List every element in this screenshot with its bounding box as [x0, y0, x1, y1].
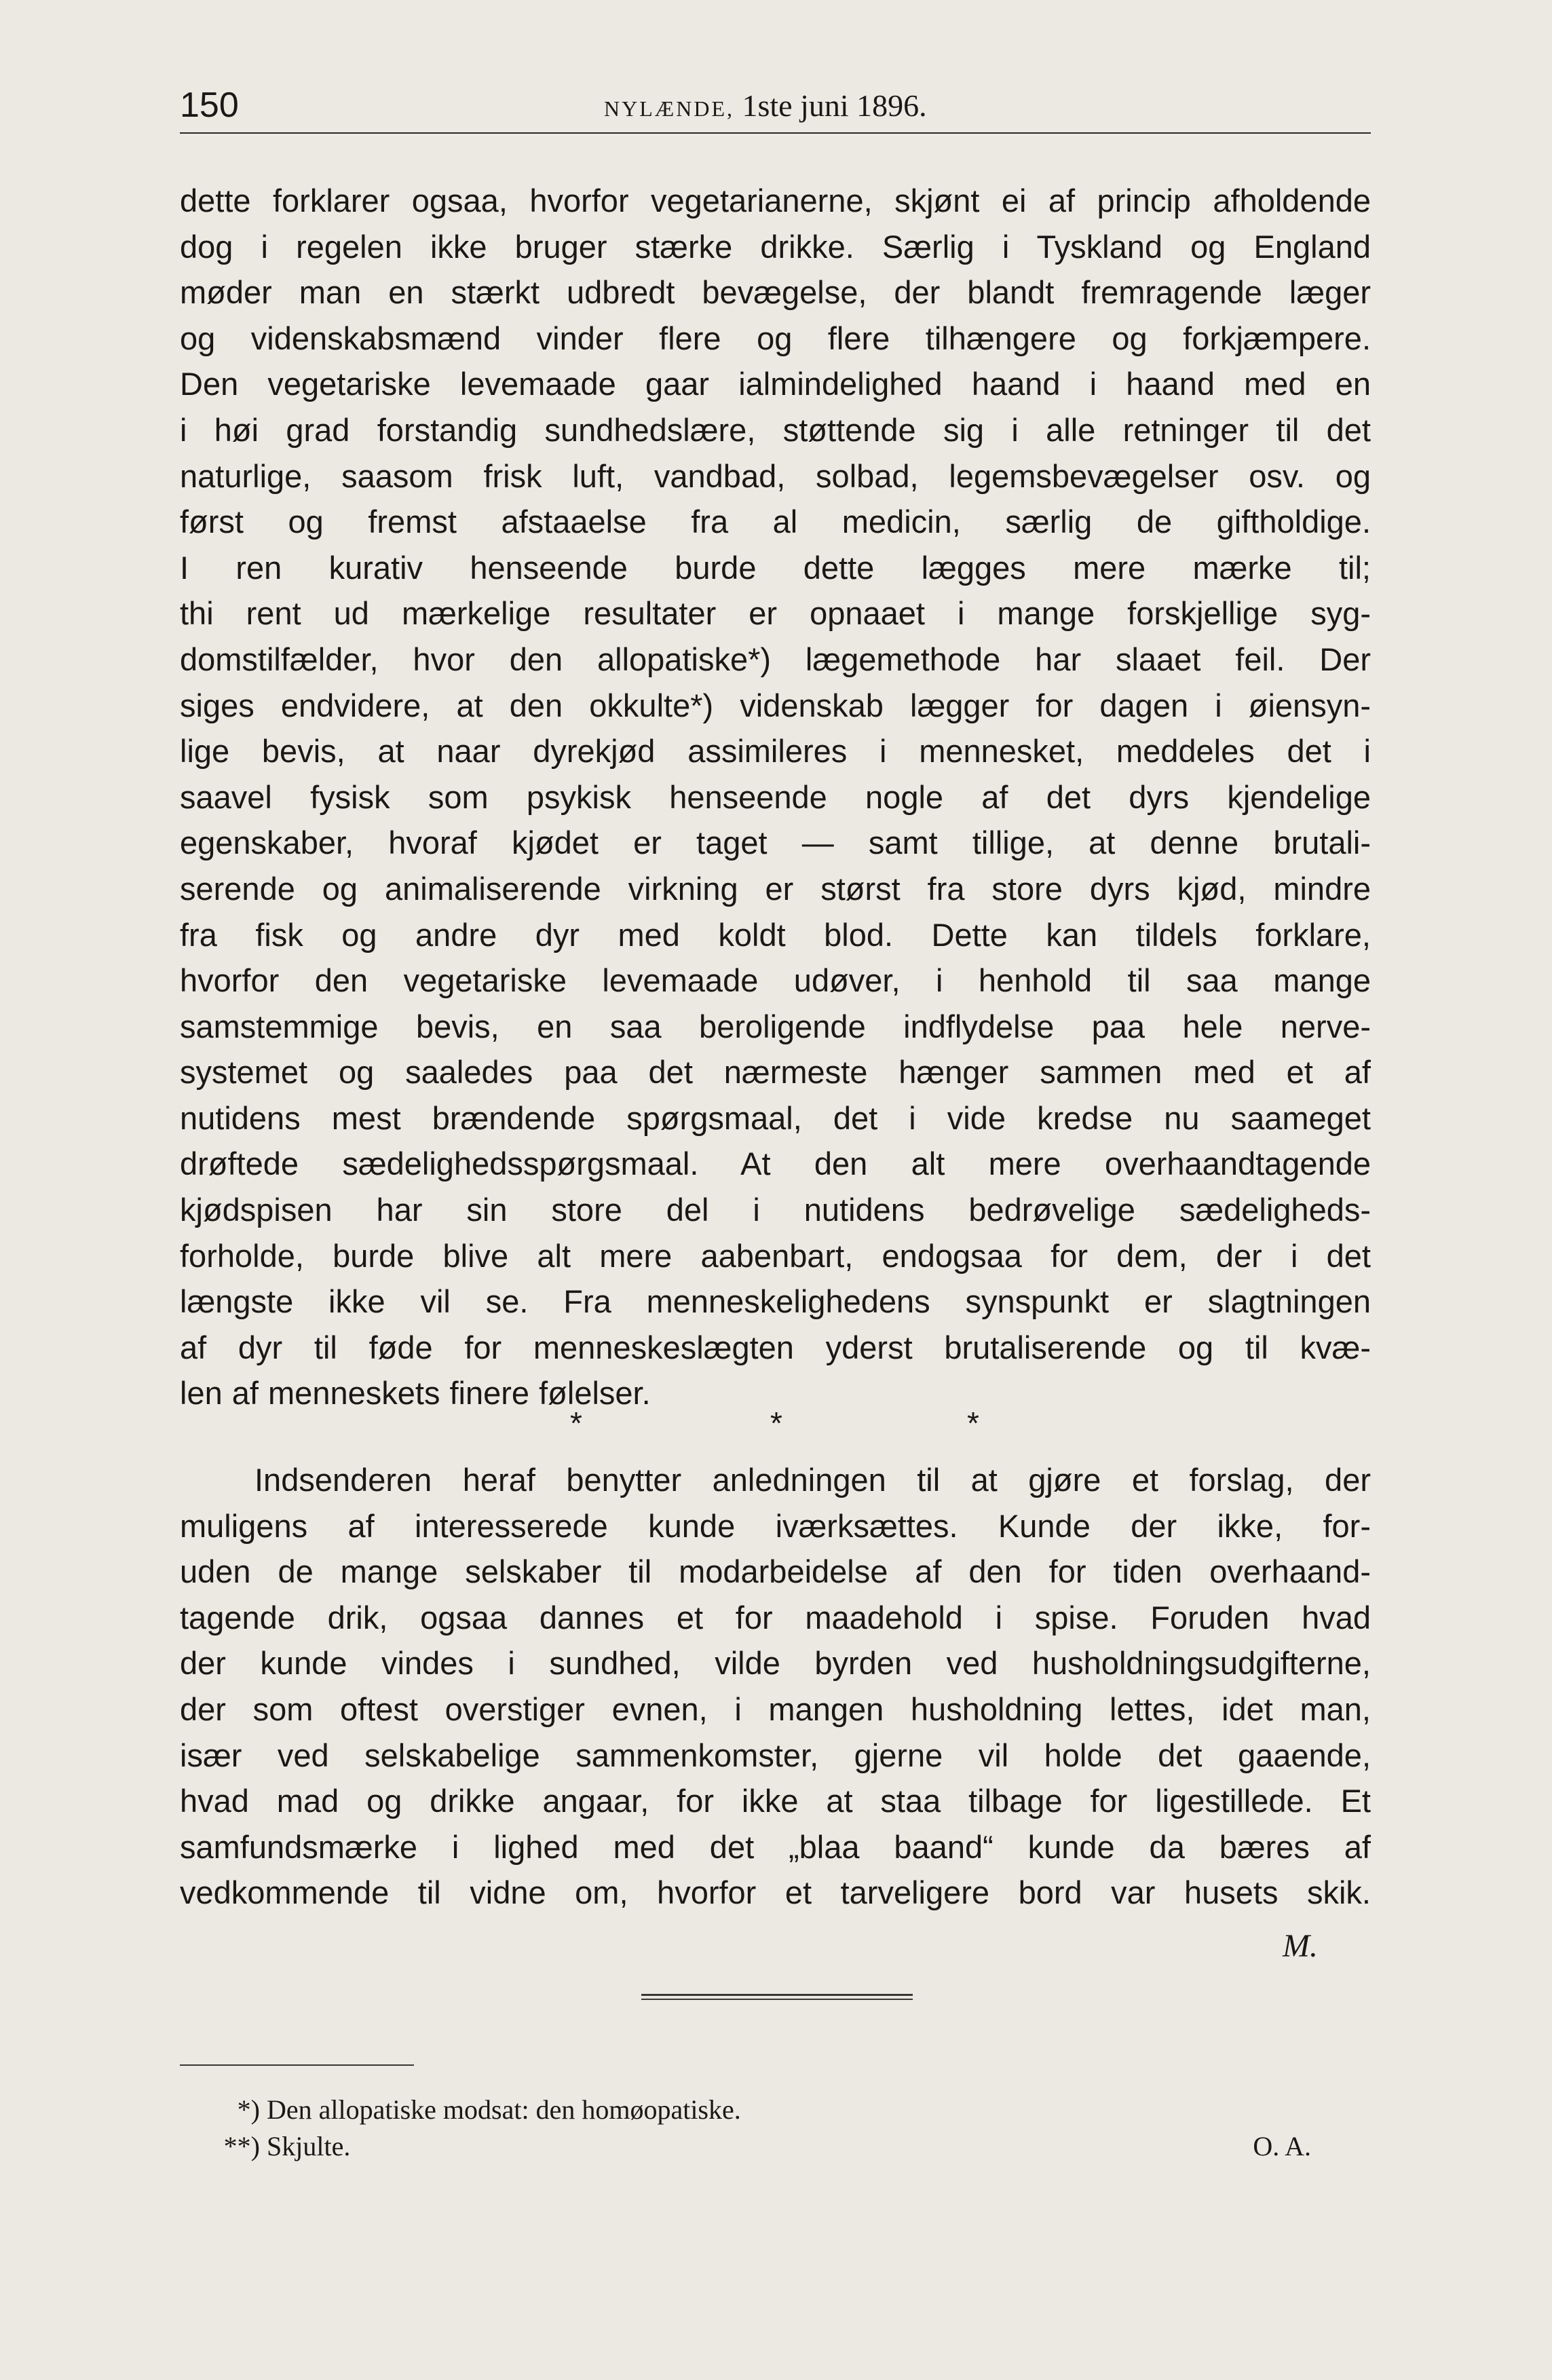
text-line: uden de mange selskaber til modarbeidelse af den for tiden overhaand-	[180, 1553, 1371, 1590]
text-line: systemet og saaledes paa det nærmeste hænger sammen med et af	[180, 1054, 1371, 1091]
text-line: serende og animaliserende virkning er størst fra store dyrs kjød, mindre	[180, 870, 1371, 907]
article-paragraph-2	[180, 1457, 1371, 1916]
text-line: len af menneskets finere følelser.	[180, 1375, 651, 1412]
footnote-mark: **)	[223, 2131, 260, 2161]
closing-double-rule	[641, 1994, 913, 1996]
text-line: møder man en stærkt udbredt bevægelse, der blandt fremragende læger	[180, 274, 1371, 311]
asterisk: *	[967, 1405, 979, 1441]
text-line: længste ikke vil se. Fra menneskelighedens synspunkt er slagtningen	[180, 1283, 1371, 1320]
text-line: dog i regelen ikke bruger stærke drikke. Særlig i Tyskland og England	[180, 228, 1371, 265]
running-head	[604, 87, 927, 128]
article-paragraph-1	[180, 178, 1371, 1416]
text-line: tagende drik, ogsaa dannes et for maadehold i spise. Foruden hvad	[180, 1599, 1371, 1636]
footnote-rule	[180, 2064, 414, 2066]
text-line: nutidens mest brændende spørgsmaal, det i vide kredse nu saameget	[180, 1099, 1371, 1136]
text-line: samstemmige bevis, en saa beroligende indflydelse paa hele nerve-	[180, 1008, 1371, 1044]
text-line: der som oftest overstiger evnen, i mangen husholdning lettes, idet man,	[180, 1690, 1371, 1727]
journal-title: NYLÆNDE,	[604, 96, 734, 121]
text-line: egenskaber, hvoraf kjødet er taget — samt tillige, at denne brutali-	[180, 825, 1371, 861]
text-line: naturlige, saasom frisk luft, vandbad, solbad, legemsbevægelser osv. og	[180, 457, 1371, 494]
footnote-text: Den allopatiske modsat: den homøopatiske.	[267, 2094, 741, 2125]
text-line: Den vegetariske levemaade gaar ialmindelighed haand i haand med en	[180, 366, 1371, 402]
author-signature: M.	[1283, 1928, 1318, 1964]
issue-date: 1ste juni 1896.	[742, 88, 927, 123]
text-line: først og fremst afstaaelse fra al medicin, særlig de giftholdige.	[180, 504, 1371, 540]
text-line: thi rent ud mærkelige resultater er opnaaet i mange forskjellige syg-	[180, 595, 1371, 632]
text-line: og videnskabsmænd vinder flere og flere tilhængere og forkjæmpere.	[180, 320, 1371, 356]
text-line: domstilfælder, hvor den allopatiske*) lægemethode har slaaet feil. Der	[180, 641, 1371, 677]
text-line: I ren kurativ henseende burde dette lægges mere mærke til;	[180, 549, 1371, 586]
text-line: forholde, burde blive alt mere aabenbart, endogsaa for dem, der i det	[180, 1237, 1371, 1274]
text-line: samfundsmærke i lighed med det „blaa baand“ kunde da bæres af	[180, 1828, 1371, 1865]
text-line: vedkommende til vidne om, hvorfor et tarveligere bord var husets skik.	[180, 1874, 1371, 1911]
footnote	[221, 2128, 1333, 2165]
text-line: der kunde vindes i sundhed, vilde byrden ved husholdningsudgifterne,	[180, 1645, 1371, 1682]
asterisk: *	[570, 1405, 582, 1441]
footnotes	[221, 2092, 1333, 2165]
asterisk: *	[770, 1405, 782, 1441]
text-line: Indsenderen heraf benytter anledningen til at gjøre et forslag, der	[254, 1462, 1371, 1498]
text-line: især ved selskabelige sammenkomster, gjerne vil holde det gaaende,	[180, 1737, 1371, 1773]
text-line: hvad mad og drikke angaar, for ikke at staa tilbage for ligestillede. Et	[180, 1783, 1371, 1819]
text-line: siges endvidere, at den okkulte*) videnskab lægger for dagen i øiensyn-	[180, 687, 1371, 723]
text-line: fra fisk og andre dyr med koldt blod. Dette kan tildels forklare,	[180, 916, 1371, 953]
text-line: hvorfor den vegetariske levemaade udøver, i henhold til saa mange	[180, 962, 1371, 999]
header-rule	[180, 132, 1371, 134]
page-number: 150	[180, 86, 239, 125]
footnote-text: Skjulte.	[267, 2131, 351, 2161]
text-line: muligens af interesserede kunde iværksættes. Kunde der ikke, for-	[180, 1507, 1371, 1544]
text-line: kjødspisen har sin store del i nutidens bedrøvelige sædeligheds-	[180, 1192, 1371, 1228]
text-line: saavel fysisk som psykisk henseende nogle af det dyrs kjendelige	[180, 778, 1371, 815]
footnote	[221, 2092, 1333, 2128]
text-line: i høi grad forstandig sundhedslære, støttende sig i alle retninger til det	[180, 411, 1371, 448]
footnote-initials: O. A.	[1253, 2131, 1311, 2161]
section-separator	[180, 1405, 1371, 1446]
text-line: af dyr til føde for menneskeslægten yderst brutaliserende og til kvæ-	[180, 1329, 1371, 1365]
text-line: dette forklarer ogsaa, hvorfor vegetarianerne, skjønt ei af princip afholdende	[180, 183, 1371, 219]
footnote-mark: *)	[237, 2094, 260, 2125]
text-line: drøftede sædelighedsspørgsmaal. At den alt mere overhaandtagende	[180, 1146, 1371, 1182]
text-line: lige bevis, at naar dyrekjød assimileres i mennesket, meddeles det i	[180, 733, 1371, 770]
